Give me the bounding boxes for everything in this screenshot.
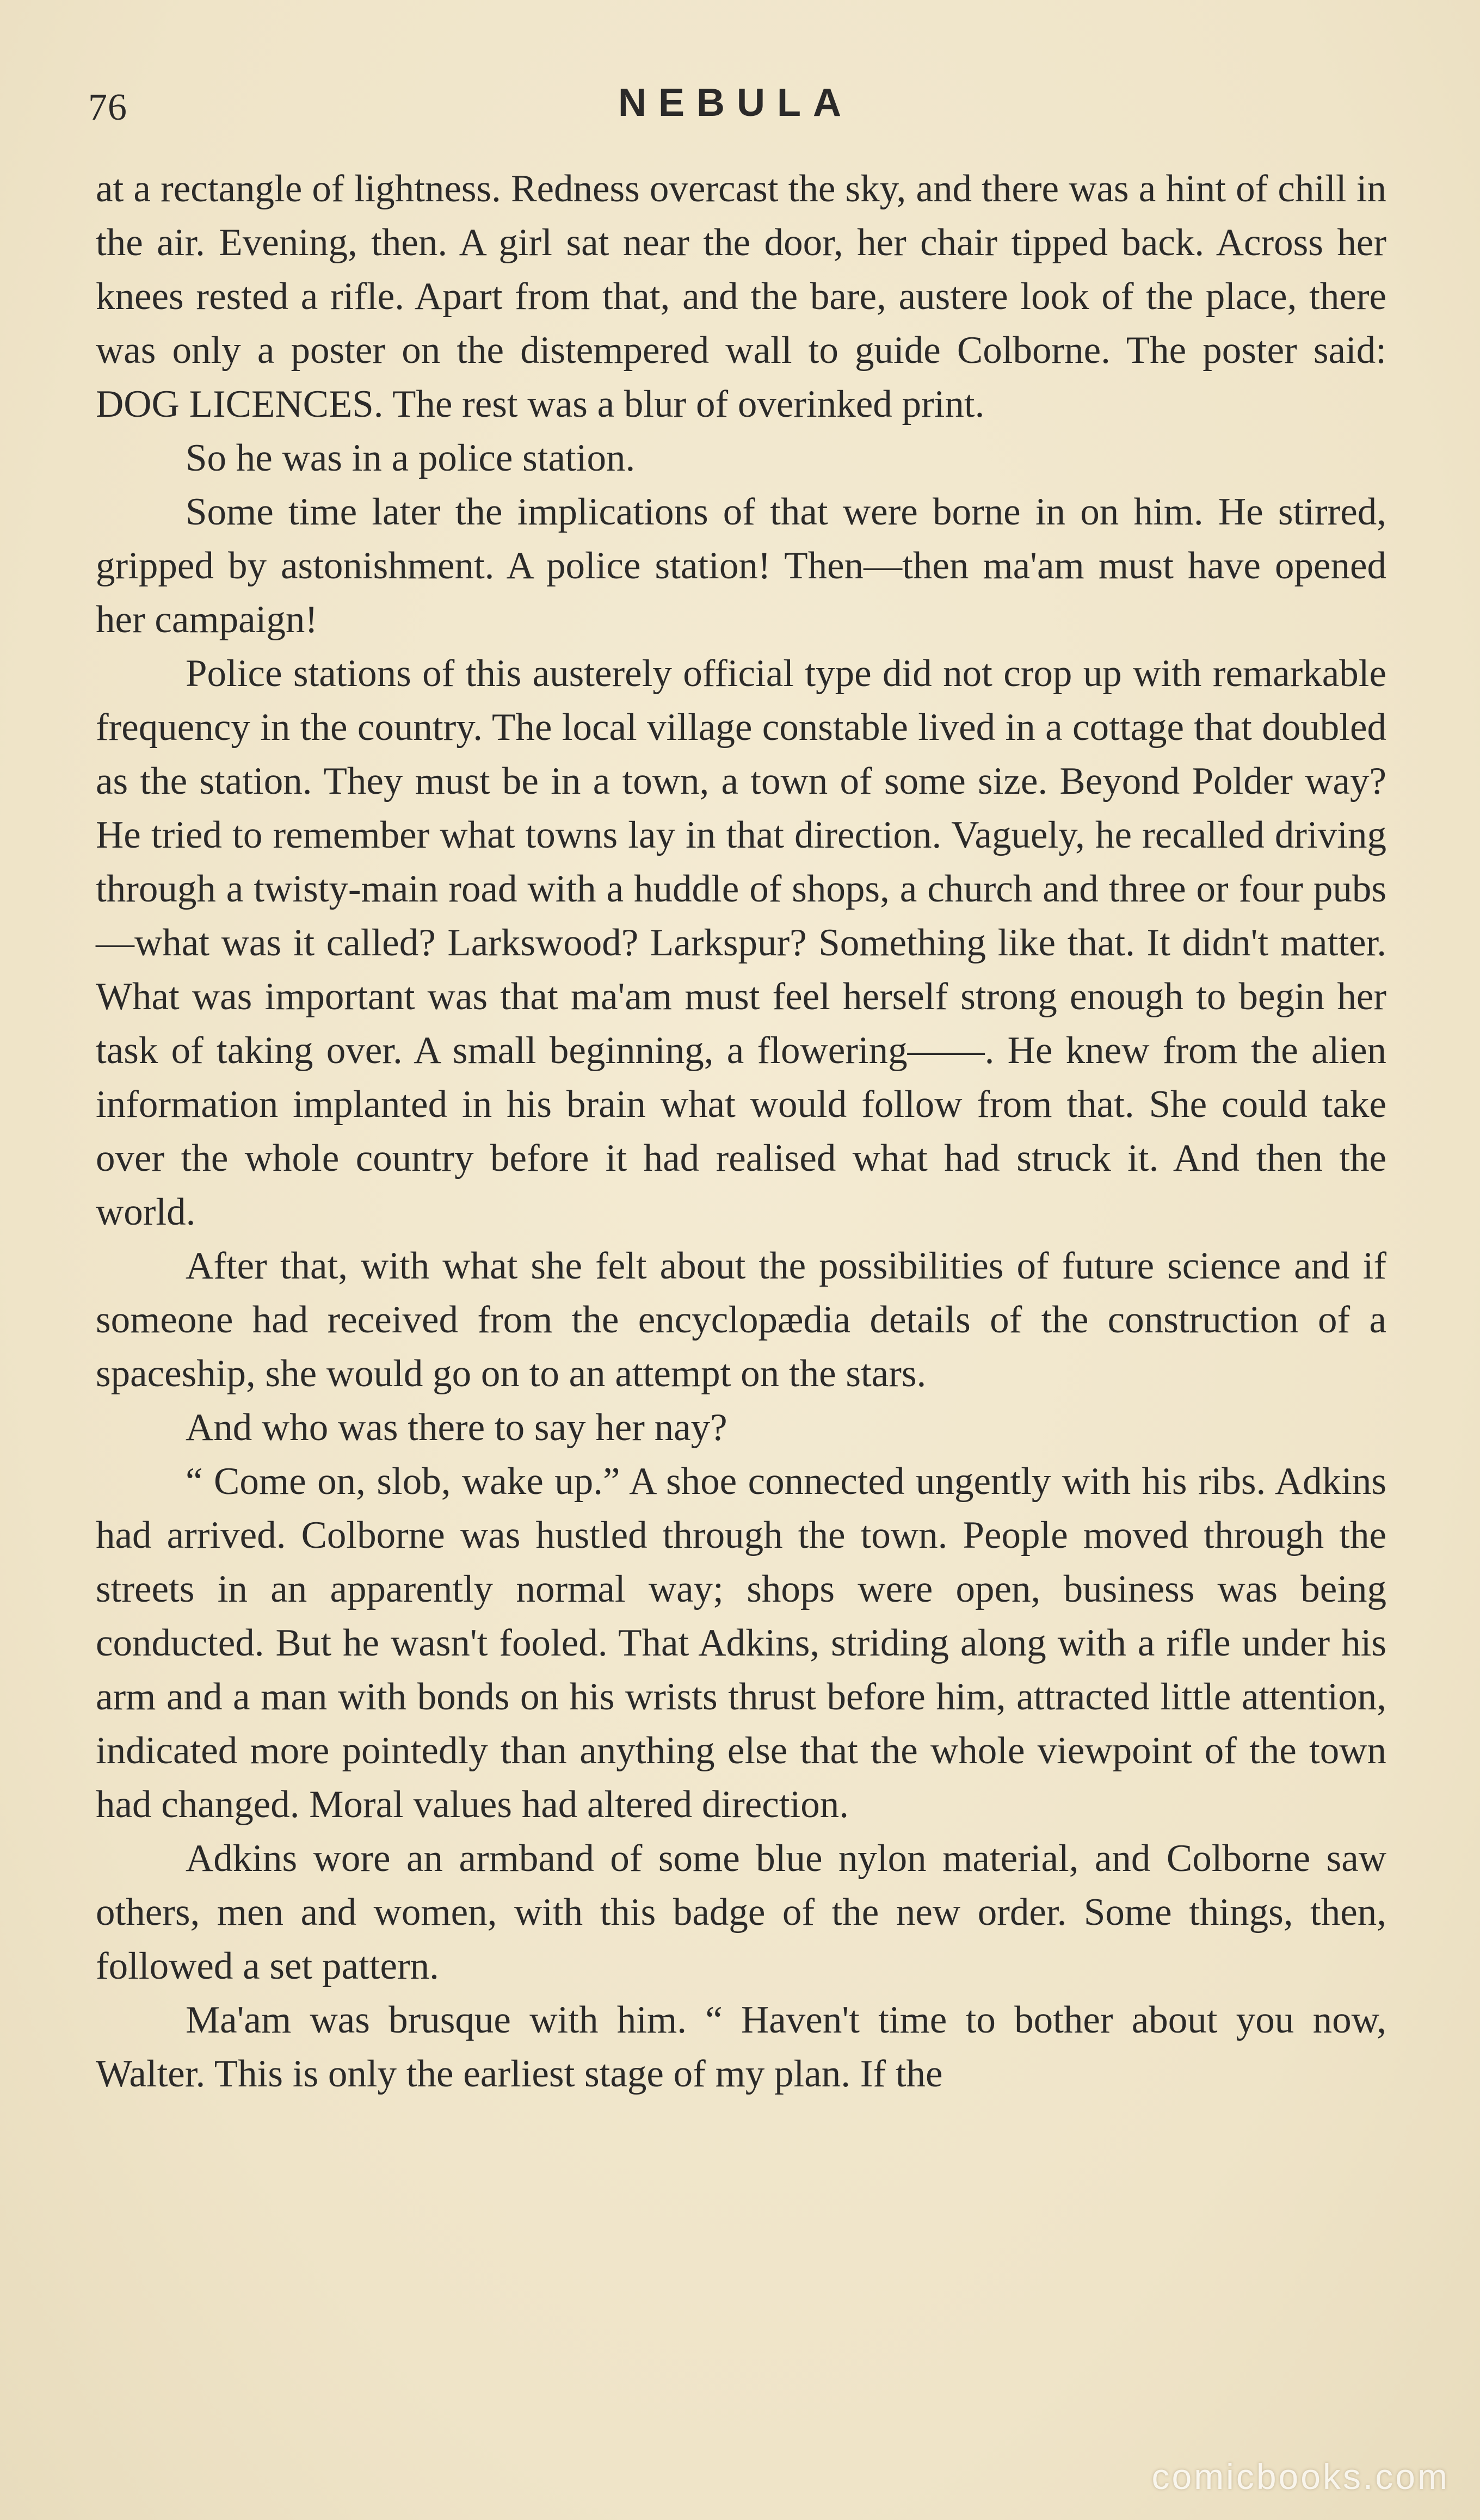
paragraph-5: After that, with what she felt about the possibilities of future science and if someone had received from the encyclopædia details of the construction of a spaceship, she would go on to an attempt on the stars. bbox=[96, 1245, 1386, 1395]
page-number: 76 bbox=[88, 87, 127, 128]
journal-title: NEBULA bbox=[618, 81, 853, 125]
paragraph-9: Ma'am was brusque with him. “ Haven't time to bother about you now, Walter. This is only the earliest stage of my plan. If the bbox=[96, 1999, 1386, 2095]
paragraph-6: And who was there to say her nay? bbox=[186, 1406, 727, 1449]
watermark: comicbooks.com bbox=[1151, 2456, 1450, 2497]
running-head bbox=[88, 81, 1383, 140]
story-text bbox=[96, 162, 1386, 2101]
paragraph-4: Police stations of this austerely official type did not crop up with remarkable frequency in the country. The local village constable lived in a cottage that doubled as the station. They must be in a town, a town of some size. Beyond Polder way? He tried to remember what towns lay in that direction. Vaguely, he recalled driving through a twisty-main road with a huddle of shops, a church and three or four pubs—what was it called? Larkswood? Larkspur? Something like that. It didn't matter. What was important was that ma'am must feel herself strong enough to begin her task of taking over. A small beginning, a flowering——. He knew from the alien information implanted in his brain what would follow from that. She could take over the whole country before it had realised what had struck it. And then the world. bbox=[96, 652, 1386, 1233]
paragraph-1: at a rectangle of lightness. Redness overcast the sky, and there was a hint of chill in the air. Evening, then. A girl sat near the door, her chair tipped back. Across her knees rested a rifle. Apart from that, and the bare, austere look of the place, there was only a poster on the distempered wall to guide Colborne. The poster said: DOG LICENCES. The rest was a blur of overinked print. bbox=[96, 168, 1386, 425]
paragraph-3: Some time later the implications of that were borne in on him. He stirred, gripped by astonishment. A police station! Then—then ma'am must have opened her campaign! bbox=[96, 491, 1386, 641]
paragraph-2: So he was in a police station. bbox=[186, 437, 636, 479]
paragraph-8: Adkins wore an armband of some blue nylon material, and Colborne saw others, men and women, with this badge of the new order. Some things, then, followed a set pattern. bbox=[96, 1837, 1386, 1987]
paragraph-7: “ Come on, slob, wake up.” A shoe connected ungently with his ribs. Adkins had arrived. Colborne was hustled through the town. People moved through the streets in an apparently normal way; shops were open, business was being conducted. But he wasn't fooled. That Adkins, striding along with a rifle under his arm and a man with bonds on his wrists thrust before him, attracted little attention, indicated more pointedly than anything else that the whole viewpoint of the town had changed. Moral values had altered direction. bbox=[96, 1460, 1386, 1826]
